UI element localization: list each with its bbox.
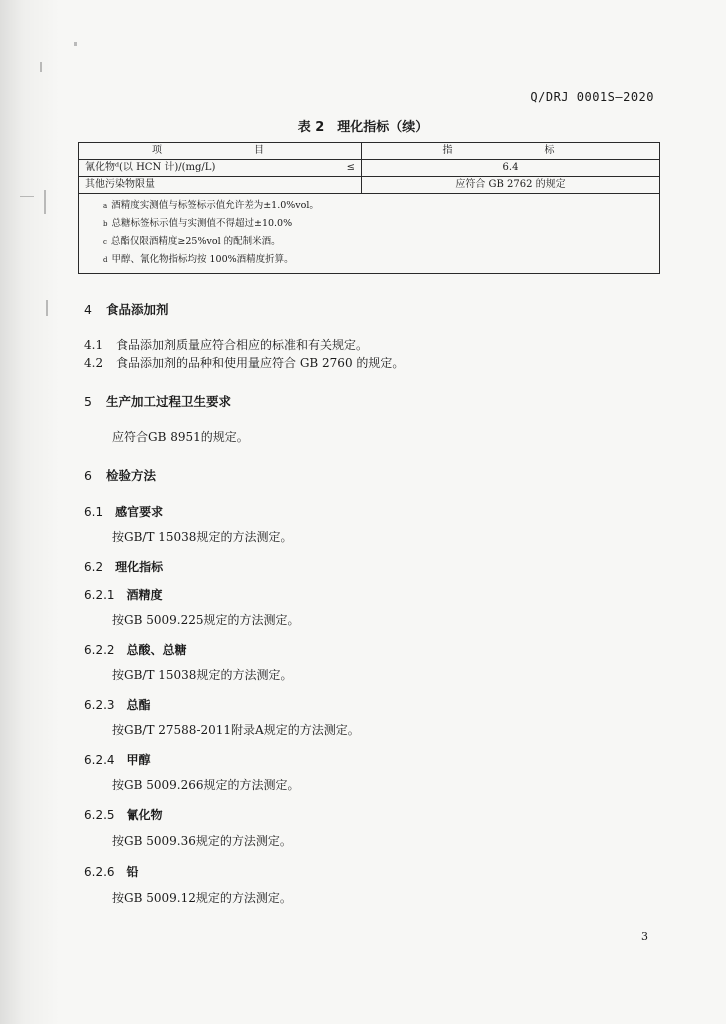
section-6-1-heading <box>84 503 163 520</box>
note-mark: b <box>103 220 108 228</box>
section-title: 总酯 <box>126 698 151 712</box>
note-mark: a <box>103 202 108 210</box>
table-note <box>103 233 653 251</box>
row-item-cell <box>79 160 362 177</box>
note-mark: c <box>103 238 107 246</box>
table-row <box>79 177 660 194</box>
section-4-heading <box>84 300 169 318</box>
section-number: 6.1 <box>84 505 104 519</box>
section-6-2-3-heading <box>84 696 151 713</box>
section-6-2-6-text: 按GB 5009.12规定的方法测定。 <box>112 891 292 905</box>
note-text: 甲醇、氰化物指标均按 100%酒精度折算。 <box>111 254 294 265</box>
section-number: 5 <box>84 394 92 409</box>
section-number: 6.2.3 <box>84 698 115 712</box>
clause-number: 4.2 <box>84 356 104 370</box>
section-title: 氰化物 <box>126 808 163 822</box>
section-number: 6.2.5 <box>84 808 115 822</box>
header-value: 指 标 <box>362 143 660 160</box>
table-row <box>79 160 660 177</box>
section-6-2-1-text: 按GB 5009.225规定的方法测定。 <box>112 613 300 627</box>
section-title: 感官要求 <box>115 505 164 519</box>
section-6-2-heading <box>84 558 163 575</box>
section-title: 甲醇 <box>126 753 151 767</box>
clause-4-1 <box>84 336 368 353</box>
scan-speck <box>20 196 34 197</box>
section-6-heading <box>84 466 156 484</box>
scan-speck <box>44 190 46 214</box>
clause-number: 4.1 <box>84 338 104 352</box>
section-number: 6.2.1 <box>84 588 115 602</box>
row-value: 应符合 GB 2762 的规定 <box>362 177 660 194</box>
section-number: 6.2 <box>84 560 104 574</box>
section-number: 6 <box>84 468 92 483</box>
section-6-2-3-text: 按GB/T 27588-2011附录A规定的方法测定。 <box>112 723 360 737</box>
section-6-2-1-heading <box>84 586 163 603</box>
page-number: 3 <box>641 930 648 943</box>
section-6-2-2-text: 按GB/T 15038规定的方法测定。 <box>112 668 293 682</box>
table-notes <box>79 194 660 274</box>
note-text: 酒精度实测值与标签标示值允许差为±1.0%vol。 <box>111 200 319 211</box>
section-number: 6.2.6 <box>84 865 115 879</box>
section-6-2-2-heading <box>84 641 187 658</box>
row-item-label: 其他污染物限量 <box>85 179 155 190</box>
scan-speck <box>74 42 77 46</box>
clause-text: 食品添加剂的品种和使用量应符合 GB 2760 的规定。 <box>116 356 405 370</box>
section-title: 酒精度 <box>126 588 163 602</box>
row-item-label: 氰化物ᵈ(以 HCN 计)/(mg/L) <box>85 162 216 173</box>
section-title: 检验方法 <box>106 468 157 483</box>
clause-text: 食品添加剂质量应符合相应的标准和有关规定。 <box>116 338 369 352</box>
table-note <box>103 197 653 215</box>
clause-4-2 <box>84 354 404 371</box>
section-6-2-5-text: 按GB 5009.36规定的方法测定。 <box>112 834 292 848</box>
section-5-text: 应符合GB 8951的规定。 <box>112 430 249 444</box>
document-code: Q/DRJ 0001S—2020 <box>530 90 654 104</box>
section-6-2-4-text: 按GB 5009.266规定的方法测定。 <box>112 778 300 792</box>
scan-speck <box>40 62 42 72</box>
table-note <box>103 251 653 269</box>
section-number: 4 <box>84 302 92 317</box>
row-item-cell <box>79 177 362 194</box>
table-header-row <box>79 143 660 160</box>
section-number: 6.2.2 <box>84 643 115 657</box>
scan-speck <box>46 300 48 316</box>
section-6-2-5-heading <box>84 806 163 823</box>
spec-table <box>78 142 660 274</box>
section-title: 总酸、总糖 <box>126 643 187 657</box>
section-title: 生产加工过程卫生要求 <box>106 394 232 409</box>
section-title: 食品添加剂 <box>106 302 169 317</box>
section-title: 铅 <box>126 865 139 879</box>
section-5-heading <box>84 392 231 410</box>
note-mark: d <box>103 256 108 264</box>
scan-shadow <box>0 0 60 1024</box>
section-6-2-4-heading <box>84 751 151 768</box>
note-text: 总酯仅限酒精度≥25%vol 的配制米酒。 <box>110 236 281 247</box>
note-text: 总糖标签标示值与实测值不得超过±10.0% <box>111 218 293 229</box>
table-notes-row <box>79 194 660 274</box>
row-comparator: ≤ <box>346 162 355 173</box>
table-note <box>103 215 653 233</box>
row-value: 6.4 <box>362 160 660 177</box>
table-title: 表 2 理化指标（续） <box>297 120 429 135</box>
section-number: 6.2.4 <box>84 753 115 767</box>
section-6-2-6-heading <box>84 863 139 880</box>
section-6-1-text: 按GB/T 15038规定的方法测定。 <box>112 530 293 544</box>
header-item: 项 目 <box>79 143 362 160</box>
section-title: 理化指标 <box>115 560 164 574</box>
